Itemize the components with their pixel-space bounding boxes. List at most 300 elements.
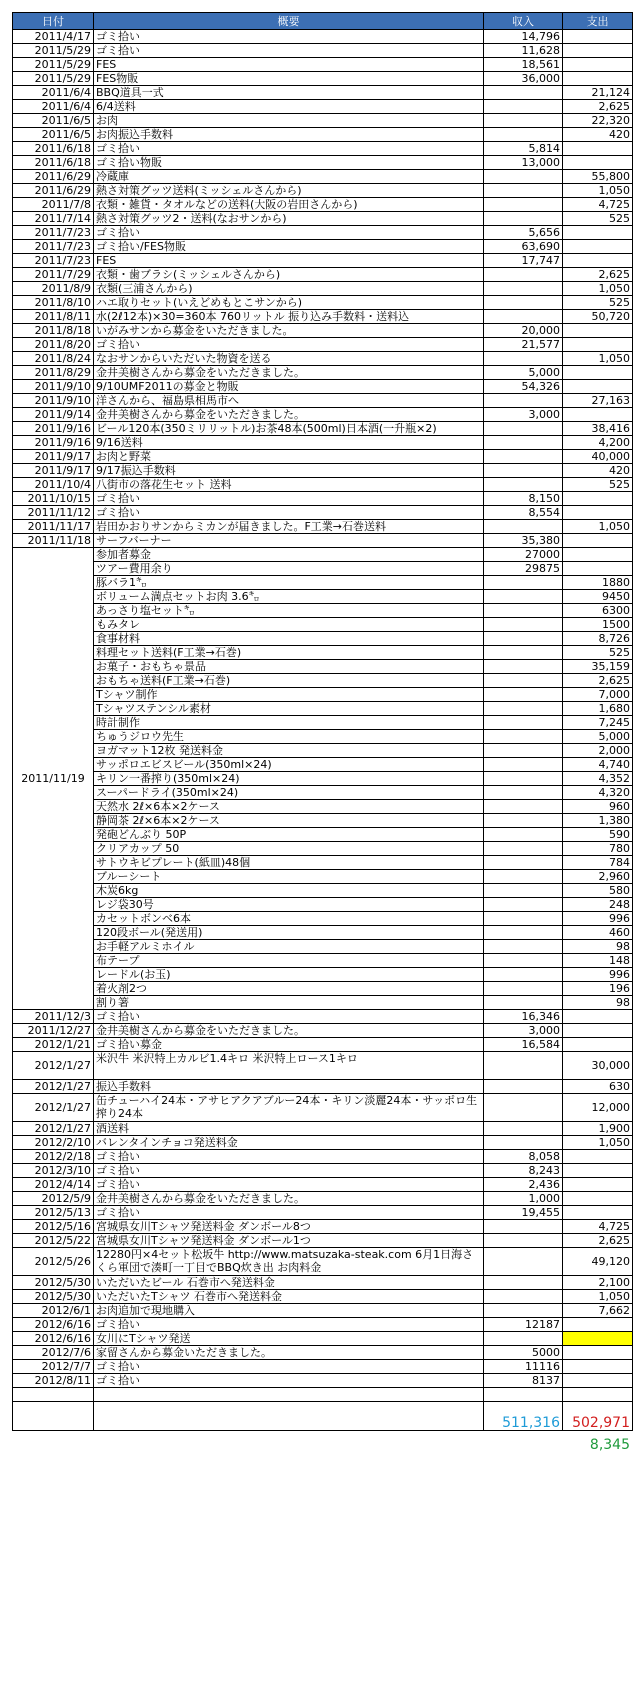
- row-income: [484, 1052, 563, 1080]
- table-row: [13, 128, 633, 142]
- table-row: [13, 30, 633, 44]
- table-row: [13, 1304, 633, 1318]
- row-income: [484, 842, 563, 856]
- row-description: 熱さ対策グッツ2・送料(なおサンから): [94, 212, 484, 226]
- row-income: 5,000: [484, 366, 563, 380]
- row-date: 2011/8/11: [13, 310, 94, 324]
- row-income: 5,814: [484, 142, 563, 156]
- row-income: [484, 828, 563, 842]
- totals-description: [94, 1402, 484, 1431]
- row-expense: [563, 1010, 633, 1024]
- row-date: 2012/5/16: [13, 1220, 94, 1234]
- row-expense: 2,000: [563, 744, 633, 758]
- row-description: ゴミ拾い: [94, 1164, 484, 1178]
- row-description: サトウキビプレート(紙皿)48個: [94, 856, 484, 870]
- table-row: [13, 1122, 633, 1136]
- row-expense: 1880: [563, 576, 633, 590]
- row-date: 2012/6/16: [13, 1332, 94, 1346]
- row-description: 宮城県女川Tシャツ発送料金 ダンボール1つ: [94, 1234, 484, 1248]
- table-row: [13, 534, 633, 548]
- row-expense: 30,000: [563, 1052, 633, 1080]
- table-row: [13, 1332, 633, 1346]
- table-row: [13, 296, 633, 310]
- table-row: [13, 730, 633, 744]
- table-row: [13, 436, 633, 450]
- row-expense: [563, 1038, 633, 1052]
- row-income: [484, 1220, 563, 1234]
- row-date: 2011/9/17: [13, 464, 94, 478]
- row-expense: 98: [563, 940, 633, 954]
- row-description: Tシャツ制作: [94, 688, 484, 702]
- row-expense: 420: [563, 464, 633, 478]
- row-income: [484, 352, 563, 366]
- table-row: [13, 954, 633, 968]
- row-expense: [563, 380, 633, 394]
- row-description: ゴミ拾い: [94, 226, 484, 240]
- row-description: サッポロエビスビール(350ml×24): [94, 758, 484, 772]
- table-row: [13, 1290, 633, 1304]
- table-row: [13, 758, 633, 772]
- row-description: 金井美樹さんから募金をいただきました。: [94, 366, 484, 380]
- row-expense: 98: [563, 996, 633, 1010]
- row-income: [484, 590, 563, 604]
- row-description: ゴミ拾い: [94, 142, 484, 156]
- row-expense: 590: [563, 828, 633, 842]
- group-date: 2011/11/19: [13, 548, 94, 1010]
- totals-row: [13, 1402, 633, 1431]
- row-description: 金井美樹さんから募金をいただきました。: [94, 408, 484, 422]
- row-date: 2011/9/10: [13, 380, 94, 394]
- row-income: [484, 996, 563, 1010]
- row-date: 2011/7/8: [13, 198, 94, 212]
- row-description: FES: [94, 58, 484, 72]
- row-description: 衣類・雑貨・タオルなどの送料(大阪の岩田さんから): [94, 198, 484, 212]
- row-description: ゴミ拾い: [94, 1010, 484, 1024]
- row-description: キリン一番搾り(350ml×24): [94, 772, 484, 786]
- row-description: ゴミ拾い: [94, 1178, 484, 1192]
- row-income: [484, 268, 563, 282]
- table-row: [13, 184, 633, 198]
- highlighted-cell: [563, 1332, 633, 1346]
- row-description: お肉振込手数料: [94, 128, 484, 142]
- row-expense: [563, 1346, 633, 1360]
- row-income: [484, 646, 563, 660]
- row-description: 振込手数料: [94, 1080, 484, 1094]
- row-expense: 22,320: [563, 114, 633, 128]
- table-row: [13, 870, 633, 884]
- row-date: 2011/6/18: [13, 142, 94, 156]
- row-date: 2011/8/29: [13, 366, 94, 380]
- table-row: [13, 212, 633, 226]
- table-row: [13, 1360, 633, 1374]
- table-row: [13, 310, 633, 324]
- row-expense: 4,320: [563, 786, 633, 800]
- header-income: 収入: [484, 13, 563, 30]
- row-date: 2011/11/12: [13, 506, 94, 520]
- totals-date: [13, 1402, 94, 1431]
- row-expense: 1,050: [563, 352, 633, 366]
- row-income: 14,796: [484, 30, 563, 44]
- row-income: [484, 1388, 563, 1402]
- row-expense: [563, 1164, 633, 1178]
- table-row: [13, 856, 633, 870]
- table-row: [13, 1136, 633, 1150]
- row-income: [484, 100, 563, 114]
- table-row: [13, 1038, 633, 1052]
- table-row: [13, 1318, 633, 1332]
- header-expense: 支出: [563, 13, 633, 30]
- row-expense: 40,000: [563, 450, 633, 464]
- row-income: [484, 212, 563, 226]
- row-income: [484, 926, 563, 940]
- row-income: [484, 1248, 563, 1276]
- row-income: [484, 576, 563, 590]
- row-expense: 2,625: [563, 674, 633, 688]
- table-row: [13, 604, 633, 618]
- row-expense: 780: [563, 842, 633, 856]
- table-row: [13, 1010, 633, 1024]
- row-description: 木炭6kg: [94, 884, 484, 898]
- row-income: 3,000: [484, 408, 563, 422]
- row-description: 家留さんから募金いただきました。: [94, 1346, 484, 1360]
- row-income: 21,577: [484, 338, 563, 352]
- row-date: 2012/6/16: [13, 1318, 94, 1332]
- row-income: 35,380: [484, 534, 563, 548]
- table-row: [13, 156, 633, 170]
- row-income: 16,346: [484, 1010, 563, 1024]
- table-row: [13, 744, 633, 758]
- row-income: [484, 282, 563, 296]
- table-row: [13, 842, 633, 856]
- row-expense: 7,245: [563, 716, 633, 730]
- table-row: [13, 86, 633, 100]
- row-description: お手軽アルミホイル: [94, 940, 484, 954]
- row-income: [484, 856, 563, 870]
- row-description: レードル(お玉): [94, 968, 484, 982]
- row-expense: 996: [563, 968, 633, 982]
- row-description: 冷蔵庫: [94, 170, 484, 184]
- row-date: 2012/5/22: [13, 1234, 94, 1248]
- row-income: 8137: [484, 1374, 563, 1388]
- row-expense: [563, 324, 633, 338]
- row-date: 2012/8/11: [13, 1374, 94, 1388]
- row-date: 2011/6/18: [13, 156, 94, 170]
- row-expense: 2,960: [563, 870, 633, 884]
- table-row: [13, 114, 633, 128]
- row-income: [484, 1136, 563, 1150]
- row-description: レジ袋30号: [94, 898, 484, 912]
- row-expense: 4,740: [563, 758, 633, 772]
- row-expense: [563, 492, 633, 506]
- row-income: 18,561: [484, 58, 563, 72]
- row-date: 2012/4/14: [13, 1178, 94, 1192]
- row-description: ヨガマット12枚 発送料金: [94, 744, 484, 758]
- row-income: [484, 968, 563, 982]
- row-income: [484, 310, 563, 324]
- row-expense: [563, 534, 633, 548]
- row-date: 2012/1/21: [13, 1038, 94, 1052]
- row-expense: 784: [563, 856, 633, 870]
- row-description: ブルーシート: [94, 870, 484, 884]
- row-description: ゴミ拾い: [94, 506, 484, 520]
- row-expense: 630: [563, 1080, 633, 1094]
- row-income: 29875: [484, 562, 563, 576]
- table-row: [13, 492, 633, 506]
- table-row: [13, 1024, 633, 1038]
- row-description: ゴミ拾い: [94, 492, 484, 506]
- row-income: [484, 114, 563, 128]
- row-income: [484, 940, 563, 954]
- row-description: ゴミ拾い募金: [94, 1038, 484, 1052]
- row-expense: [563, 72, 633, 86]
- row-description: あっさり塩セット㌔: [94, 604, 484, 618]
- balance-value: 8,345: [589, 1437, 630, 1453]
- row-description: ちゅうジロウ先生: [94, 730, 484, 744]
- row-expense: [563, 1374, 633, 1388]
- row-date: 2011/8/18: [13, 324, 94, 338]
- row-expense: 996: [563, 912, 633, 926]
- row-date: 2011/9/16: [13, 422, 94, 436]
- row-description: カセットボンベ6本: [94, 912, 484, 926]
- row-income: 5,656: [484, 226, 563, 240]
- row-description: お肉と野菜: [94, 450, 484, 464]
- table-row: [13, 170, 633, 184]
- row-expense: 525: [563, 646, 633, 660]
- row-date: 2011/8/20: [13, 338, 94, 352]
- ledger-body: [13, 30, 633, 1431]
- row-date: 2011/8/9: [13, 282, 94, 296]
- row-expense: 4,725: [563, 1220, 633, 1234]
- table-row: [13, 422, 633, 436]
- row-date: 2011/7/23: [13, 240, 94, 254]
- row-income: [484, 744, 563, 758]
- total-expense: 502,971: [563, 1402, 633, 1431]
- row-expense: 1,050: [563, 282, 633, 296]
- row-description: お肉: [94, 114, 484, 128]
- row-expense: 12,000: [563, 1094, 633, 1122]
- table-row: [13, 674, 633, 688]
- table-row: [13, 198, 633, 212]
- row-date: 2012/1/27: [13, 1094, 94, 1122]
- row-description: おもちゃ送料(F工業→石巻): [94, 674, 484, 688]
- row-date: 2012/2/10: [13, 1136, 94, 1150]
- row-description: いただいたビール 石巻市へ発送料金: [94, 1276, 484, 1290]
- row-date: 2011/11/17: [13, 520, 94, 534]
- row-description: ゴミ拾い: [94, 1374, 484, 1388]
- row-expense: 7,662: [563, 1304, 633, 1318]
- row-income: [484, 618, 563, 632]
- row-description: 天然水 2ℓ×6本×2ケース: [94, 800, 484, 814]
- row-date: 2012/1/27: [13, 1080, 94, 1094]
- row-date: 2012/1/27: [13, 1052, 94, 1080]
- header-description: 概要: [94, 13, 484, 30]
- row-expense: 27,163: [563, 394, 633, 408]
- table-row: [13, 352, 633, 366]
- row-income: 19,455: [484, 1206, 563, 1220]
- table-row: [13, 1234, 633, 1248]
- row-description: 水(2ℓ12本)×30=360本 760リットル 振り込み手数料・送料込: [94, 310, 484, 324]
- row-expense: 525: [563, 296, 633, 310]
- row-description: 布テープ: [94, 954, 484, 968]
- row-expense: 1,380: [563, 814, 633, 828]
- row-description: 着火剤2つ: [94, 982, 484, 996]
- table-row: [13, 646, 633, 660]
- table-row: [13, 940, 633, 954]
- row-description: 料理セット送料(F工業→石巻): [94, 646, 484, 660]
- row-date: 2012/2/18: [13, 1150, 94, 1164]
- table-row: [13, 884, 633, 898]
- row-description: ゴミ拾い: [94, 30, 484, 44]
- table-row: [13, 660, 633, 674]
- row-income: [484, 786, 563, 800]
- row-income: [484, 296, 563, 310]
- table-row: [13, 226, 633, 240]
- table-row: [13, 338, 633, 352]
- row-date: 2012/5/9: [13, 1192, 94, 1206]
- row-income: [484, 464, 563, 478]
- table-row: [13, 982, 633, 996]
- row-income: 27000: [484, 548, 563, 562]
- table-row: [13, 590, 633, 604]
- row-income: [484, 870, 563, 884]
- row-description: 宮城県女川Tシャツ発送料金 ダンボール8つ: [94, 1220, 484, 1234]
- header-row: [13, 13, 633, 30]
- table-row: [13, 1052, 633, 1080]
- total-income: 511,316: [484, 1402, 563, 1431]
- row-expense: [563, 240, 633, 254]
- row-income: [484, 86, 563, 100]
- row-income: [484, 674, 563, 688]
- row-income: 5000: [484, 1346, 563, 1360]
- row-income: [484, 520, 563, 534]
- row-expense: 525: [563, 212, 633, 226]
- table-row: [13, 1192, 633, 1206]
- row-date: 2011/7/14: [13, 212, 94, 226]
- ledger-table: [12, 12, 633, 1431]
- row-description: なおサンからいただいた物資を送る: [94, 352, 484, 366]
- table-row: [13, 814, 633, 828]
- row-description: 衣類・歯ブラシ(ミッシェルさんから): [94, 268, 484, 282]
- row-expense: [563, 366, 633, 380]
- row-description: ゴミ拾い: [94, 44, 484, 58]
- row-date: 2011/9/10: [13, 394, 94, 408]
- row-date: 2011/7/23: [13, 226, 94, 240]
- row-description: 食事材料: [94, 632, 484, 646]
- table-row: [13, 324, 633, 338]
- row-income: [484, 1332, 563, 1346]
- row-description: ゴミ拾い: [94, 1318, 484, 1332]
- row-income: [484, 1290, 563, 1304]
- row-expense: [563, 1192, 633, 1206]
- row-income: [484, 912, 563, 926]
- row-income: 20,000: [484, 324, 563, 338]
- row-expense: [563, 562, 633, 576]
- row-expense: 2,100: [563, 1276, 633, 1290]
- table-row: [13, 44, 633, 58]
- row-description: いただいたTシャツ 石巻市へ発送料金: [94, 1290, 484, 1304]
- row-date: 2011/6/5: [13, 114, 94, 128]
- table-row: [13, 618, 633, 632]
- row-expense: 960: [563, 800, 633, 814]
- row-description: 缶チューハイ24本・アサヒアクアブルー24本・キリン淡麗24本・サッポロ生搾り24本: [94, 1094, 484, 1122]
- row-date: 2011/6/5: [13, 128, 94, 142]
- row-description: 豚バラ1㌔: [94, 576, 484, 590]
- row-income: [484, 688, 563, 702]
- row-description: 12280円×4セット松坂牛 http://www.matsuzaka-steak.com 6月1日海さくら軍団で湊町一丁目でBBQ炊き出 お肉料金: [94, 1248, 484, 1276]
- row-expense: [563, 506, 633, 520]
- table-row: [13, 688, 633, 702]
- row-income: [484, 702, 563, 716]
- row-description: [94, 1388, 484, 1402]
- row-description: 9/16送料: [94, 436, 484, 450]
- row-description: 熱さ対策グッツ送料(ミッシェルさんから): [94, 184, 484, 198]
- row-date: 2011/5/29: [13, 44, 94, 58]
- row-expense: 460: [563, 926, 633, 940]
- table-row: [13, 394, 633, 408]
- row-description: ゴミ拾い: [94, 1206, 484, 1220]
- row-description: バレンタインチョコ発送料金: [94, 1136, 484, 1150]
- row-expense: 4,200: [563, 436, 633, 450]
- table-row: [13, 506, 633, 520]
- row-date: 2011/9/16: [13, 436, 94, 450]
- row-description: BBQ道具一式: [94, 86, 484, 100]
- row-expense: 2,625: [563, 100, 633, 114]
- row-date: 2011/4/17: [13, 30, 94, 44]
- row-description: FES: [94, 254, 484, 268]
- row-income: 63,690: [484, 240, 563, 254]
- table-row: [13, 772, 633, 786]
- row-date: 2012/5/26: [13, 1248, 94, 1276]
- row-expense: 1,050: [563, 1136, 633, 1150]
- row-description: 9/10UMF2011の募金と物販: [94, 380, 484, 394]
- row-income: [484, 198, 563, 212]
- table-row: [13, 562, 633, 576]
- row-income: 11,628: [484, 44, 563, 58]
- row-date: 2012/7/6: [13, 1346, 94, 1360]
- row-expense: 196: [563, 982, 633, 996]
- row-expense: [563, 548, 633, 562]
- row-description: Tシャツステンシル素材: [94, 702, 484, 716]
- table-row: [13, 996, 633, 1010]
- row-date: 2012/5/30: [13, 1290, 94, 1304]
- row-expense: 420: [563, 128, 633, 142]
- row-income: [484, 632, 563, 646]
- row-date: 2011/6/4: [13, 86, 94, 100]
- row-expense: [563, 30, 633, 44]
- table-row: [13, 282, 633, 296]
- row-income: [484, 758, 563, 772]
- row-description: ゴミ拾い: [94, 338, 484, 352]
- table-row: [13, 100, 633, 114]
- table-row: [13, 898, 633, 912]
- row-description: FES物販: [94, 72, 484, 86]
- table-row: [13, 520, 633, 534]
- table-row: [13, 1150, 633, 1164]
- row-expense: 21,124: [563, 86, 633, 100]
- row-date: 2011/6/29: [13, 184, 94, 198]
- row-income: 8,058: [484, 1150, 563, 1164]
- table-row: [13, 1374, 633, 1388]
- row-income: [484, 982, 563, 996]
- row-expense: [563, 1318, 633, 1332]
- row-expense: 55,800: [563, 170, 633, 184]
- row-description: ビール120本(350ミリリットル)お茶48本(500ml)日本酒(一升瓶×2): [94, 422, 484, 436]
- row-date: 2011/6/29: [13, 170, 94, 184]
- row-expense: 525: [563, 478, 633, 492]
- row-date: 2011/10/4: [13, 478, 94, 492]
- row-description: ゴミ拾い: [94, 1150, 484, 1164]
- row-income: [484, 730, 563, 744]
